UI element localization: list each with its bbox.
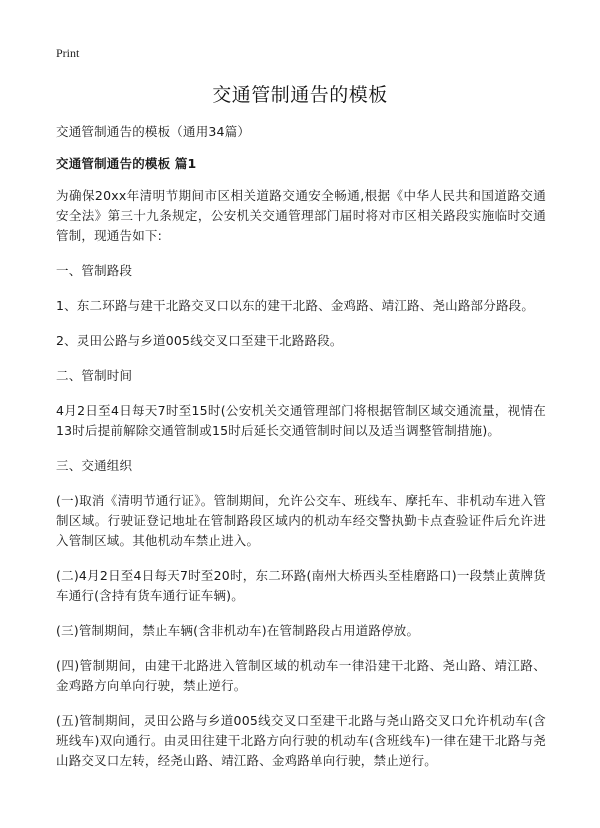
paragraph-item-1: 1、东二环路与建干北路交叉口以东的建干北路、金鸡路、靖江路、尧山路部分路段。 — [56, 298, 535, 313]
paragraph-intro: 为确保20xx年清明节期间市区相关道路交通安全畅通,根据《中华人民共和国道路交通安全法》第三十九条规定，公安机关交通管理部门届时将对市区相关路段实施临时交通管制，现通告如下: — [56, 188, 546, 243]
paragraph-section-1-title: 一、管制路段 — [56, 263, 133, 278]
paragraph-org-5: (五)管制期间，灵田公路与乡道005线交叉口至建干北路与尧山路交叉口允许机动车(含班线车)双向通行。由灵田往建干北路方向行驶的机动车(含班线车)一律在建干北路与尧山路交叉口左转，经尧山路、靖江路、金鸡路单向行驶，禁止逆行。 — [56, 713, 546, 768]
paragraph-section-2-title: 二、管制时间 — [56, 368, 133, 383]
print-label: Print — [56, 46, 80, 60]
paragraph-section-3-title: 三、交通组织 — [56, 458, 133, 473]
paragraph-org-1: (一)取消《清明节通行证》。管制期间，允许公交车、班线车、摩托车、非机动车进入管制区域。行驶证登记地址在管制路段区域内的机动车经交警执勤卡点查验证件后允许进入管制区域。其他机动车禁止进入。 — [56, 493, 546, 548]
paragraph-org-3: (三)管制期间，禁止车辆(含非机动车)在管制路段占用道路停放。 — [56, 623, 420, 638]
paragraph-org-4: (四)管制期间，由建干北路进入管制区域的机动车一律沿建干北路、尧山路、靖江路、金鸡路方向单向行驶，禁止逆行。 — [56, 658, 546, 693]
paragraph-org-2: (二)4月2日至4日每天7时至20时，东二环路(南州大桥西头至桂磨路口)一段禁止黄牌货车通行(含持有货车通行证车辆)。 — [56, 568, 546, 603]
paragraph-time: 4月2日至4日每天7时至15时(公安机关交通管理部门将根据管制区域交通流量，视情在13时后提前解除交通管制或15时后延长交通管制时间以及适当调整管制措施)。 — [56, 403, 546, 438]
paragraph-item-2: 2、灵田公路与乡道005线交叉口至建干北路路段。 — [56, 333, 343, 348]
section-heading: 交通管制通告的模板 篇1 — [56, 156, 197, 171]
page-title: 交通管制通告的模板 — [212, 84, 388, 106]
document-subtitle: 交通管制通告的模板（通用34篇） — [56, 124, 251, 139]
document-body — [56, 122, 546, 786]
